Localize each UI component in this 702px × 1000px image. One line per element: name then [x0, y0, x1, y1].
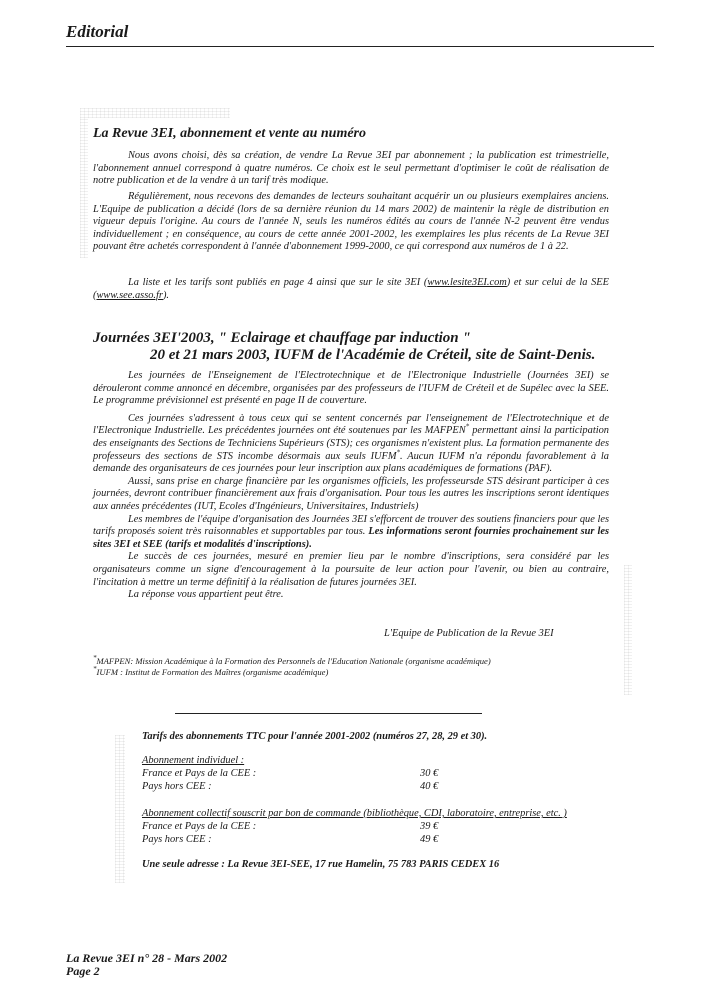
paragraph: Les journées de l'Enseignement de l'Electrotechnique et de l'Electronique Industrielle (Journées 3EI) se dérouleront comme annoncé en décembre, organisées par des professeurs de l'IUFM de Créteil et de Supélec avec la SEE. Le programme prévisionnel est présenté en page II de couverture. [93, 370, 609, 407]
tariff-price: 49 € [420, 834, 439, 845]
paragraph: Régulièrement, nous recevons des demandes de lecteurs souhaitant acquérir un ou plusieurs exemplaires anciens. L'Equipe de publication a décidé (lors de sa dernière réunion du 14 mars 2002) de maintenir la règle de distribution en vigueur depuis l'origine. Au cours de l'année N, seuls les numéros édités au cours de l'année N-2 peuvent être vendus individuellement ; en conséquence, au cours de cette année 2001-2002, les exemplaires les plus récents de La Revue 3EI pouvant être achetés correspondent à l'année d'abonnement 1999-2000, ce qui correspond aux numéros de 1 à 22. [93, 191, 609, 253]
tariff-price: 40 € [420, 781, 439, 792]
footer-page-number: Page 2 [66, 964, 100, 978]
paragraph: Les membres de l'équipe d'organisation des Journées 3EI s'efforcent de trouver des soutiens financiers pour que les tarifs proposés soient très raisonnables et supportables par tous. Les informations seront fournies prochainement sur les sites 3EI et SEE (tarifs et modalités d'inscriptions). [93, 513, 609, 550]
link-see[interactable]: www.see.asso.fr [96, 289, 163, 301]
tariff-label: France et Pays de la CEE : [142, 821, 257, 832]
header-rule [66, 46, 654, 47]
article-title-subscription: La Revue 3EI, abonnement et vente au numéro [93, 126, 366, 141]
tariff-title: Tarifs des abonnements TTC pour l'année 2001-2002 (numéros 27, 28, 29 et 30). [142, 731, 488, 742]
separator-rule [175, 713, 482, 714]
footer-issue: La Revue 3EI n° 28 - Mars 2002 [66, 951, 228, 965]
text: La liste et les tarifs sont publiés en page 4 ainsi que sur le site 3EI ( [128, 277, 428, 288]
article-title-journees: Journées 3EI'2003, " Eclairage et chauffage par induction " [93, 330, 471, 346]
text: ) et sur celui de la SEE ( [93, 277, 609, 301]
tariff-label: France et Pays de la CEE : [142, 768, 257, 779]
tariff-label: Pays hors CEE : [142, 834, 212, 845]
scan-speckle [115, 735, 125, 883]
paragraph: Ces journées s'adressent à tous ceux qui se sentent concernés par l'enseignement de l'Electrotechnique et de l'Electronique Industrielle. Les précédentes journées ont été soutenues par les MAFPEN* permettant ainsi la participation des enseignants des Sections de Techniciens Supérieurs (STS); ces organismes n'existent plus. La formation permanente des professeurs des sections de STS incombe désormais aux seuls IUFM*. Aucun IUFM n'a répondu favorablement à la demande des organisateurs de ces journées pour leur inscription aux plans académiques de formations (PAF). [93, 412, 609, 475]
footnote: *IUFM : Institut de Formation des Maîtres (organisme académique) [93, 664, 329, 677]
text: ). [162, 289, 170, 301]
paragraph [93, 277, 609, 302]
paragraph: Aussi, sans prise en charge financière par les organismes officiels, les professeursde STS désirant participer à ces journées, devront contribuer financièrement aux frais d'organisation. Pour tous les autres les inscriptions seront identiques aux années précédentes (IUT, Ecoles d'Ingénieurs, Universitaires, Industriels) [93, 475, 609, 512]
signature: L'Equipe de Publication de la Revue 3EI [384, 628, 554, 639]
paragraph: Le succès de ces journées, mesuré en premier lieu par le nombre d'inscriptions, sera considéré par les organisateurs comme un signe d'encouragement à la poursuite de leur action pour l'avenir, ou bien au contraire, l'incitation à mettre un terme définitif à la réalisation de futures journées 3EI. [93, 551, 609, 588]
tariff-label: Pays hors CEE : [142, 781, 212, 792]
collective-heading: Abonnement collectif souscrit par bon de commande (bibliothèque, CDI, laboratoire, entreprise, etc. ) [142, 808, 567, 819]
footnote: *MAFPEN: Mission Académique à la Formation des Personnels de l'Education Nationale (organisme académique) [93, 654, 491, 666]
scan-speckle [624, 565, 632, 695]
article-subtitle-journees: 20 et 21 mars 2003, IUFM de l'Académie de Créteil, site de Saint-Denis. [150, 347, 596, 363]
individual-heading: Abonnement individuel : [142, 755, 245, 766]
paragraph: Nous avons choisi, dès sa création, de vendre La Revue 3EI par abonnement ; la publication est trimestrielle, l'abonnement annuel correspond à quatre numéros. Ce choix est le seul permettant d'optimiser le coût de réalisation de notre publication et de la vendre à un tarif très modique. [93, 150, 609, 187]
article-body [93, 370, 609, 602]
tariff-address: Une seule adresse : La Revue 3EI-SEE, 17 rue Hamelin, 75 783 PARIS CEDEX 16 [142, 859, 500, 870]
tariff-price: 39 € [420, 821, 439, 832]
paragraph: La réponse vous appartient peut être. [128, 589, 284, 601]
scan-speckle [80, 118, 88, 258]
tariff-price: 30 € [420, 768, 439, 779]
scan-speckle [80, 108, 230, 118]
section-heading: Editorial [66, 22, 129, 41]
link-lesite3ei[interactable]: www.lesite3EI.com [427, 277, 507, 288]
footnotes [93, 656, 491, 677]
